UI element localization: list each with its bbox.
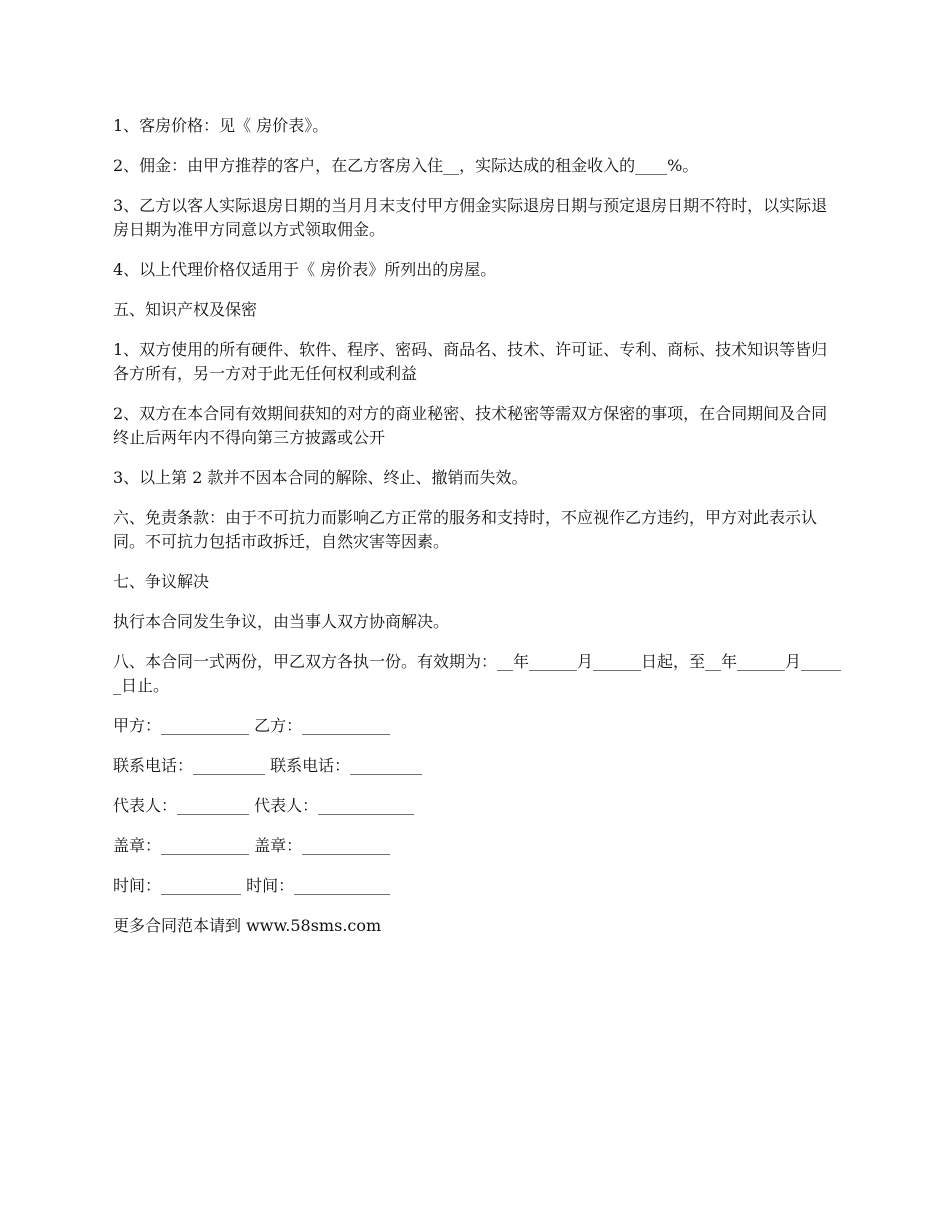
party-signature-line: 甲方：___________ 乙方：___________ — [113, 716, 391, 735]
seal-line: 盖章：___________ 盖章：___________ — [113, 836, 391, 855]
force-majeure-clause: 六、免责条款：由于不可抗力而影响乙方正常的服务和支持时，不应视作乙方违约，甲方对此表示认同。不可抗力包括市政拆迁，自然灾害等因素。 — [113, 508, 818, 551]
survival-clause: 3、以上第 2 款并不因本合同的解除、终止、撤销而失效。 — [113, 468, 528, 487]
footer-note: 更多合同范本请到 www.58sms.com — [113, 916, 382, 935]
copies-validity-clause: 八、本合同一式两份，甲乙双方各执一份。有效期为：__年______月______日起，至__年______月______日止。 — [113, 652, 842, 695]
ip-ownership-clause: 1、双方使用的所有硬件、软件、程序、密码、商品名、技术、许可证、专利、商标、技术知识等皆归各方所有，另一方对于此无任何权利或利益 — [113, 340, 828, 383]
document-page — [113, 114, 843, 954]
commission-payment-clause: 3、乙方以客人实际退房日期的当月月末支付甲方佣金实际退房日期与预定退房日期不符时，以实际退房日期为准甲方同意以方式领取佣金。 — [113, 196, 828, 239]
contact-phone-line: 联系电话：_________ 联系电话：_________ — [113, 756, 423, 775]
date-line: 时间：__________ 时间：____________ — [113, 876, 391, 895]
representative-line: 代表人：_________ 代表人：____________ — [113, 796, 415, 815]
confidentiality-clause: 2、双方在本合同有效期间获知的对方的商业秘密、技术秘密等需双方保密的事项，在合同期间及合同终止后两年内不得向第三方披露或公开 — [113, 404, 828, 447]
room-price-clause: 1、客房价格：见《 房价表》。 — [113, 116, 329, 135]
commission-clause: 2、佣金：由甲方推荐的客户，在乙方客房入住__，实际达成的租金收入的____%。 — [113, 156, 699, 175]
agency-price-scope-clause: 4、以上代理价格仅适用于《 房价表》所列出的房屋。 — [113, 260, 497, 279]
dispute-resolution-clause: 执行本合同发生争议，由当事人双方协商解决。 — [113, 612, 450, 631]
section-heading-dispute-resolution: 七、争议解决 — [113, 572, 210, 591]
section-heading-ip-confidentiality: 五、知识产权及保密 — [113, 300, 258, 319]
